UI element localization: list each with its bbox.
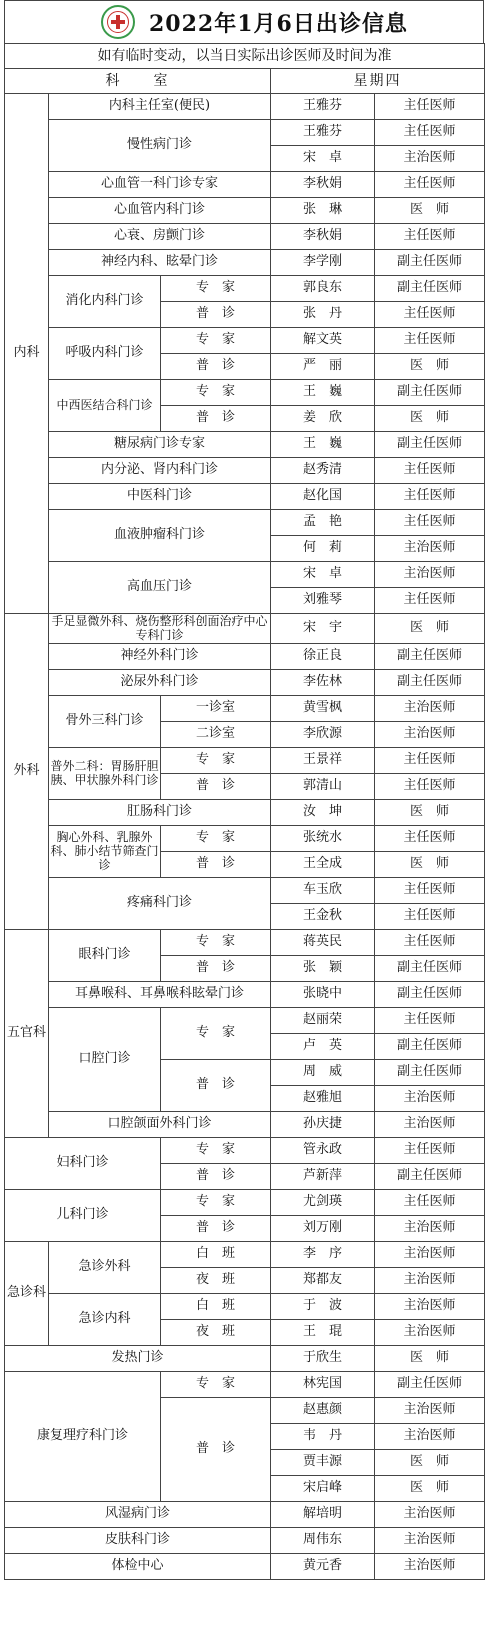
dept-name: 体检中心 <box>5 1553 271 1579</box>
doctor-title: 主治医师 <box>375 1215 485 1241</box>
dept-name: 康复理疗科门诊 <box>5 1371 161 1501</box>
sub-type: 夜 班 <box>161 1267 271 1293</box>
doctor-name: 宋 卓 <box>271 562 375 588</box>
doctor-name: 宋 宇 <box>271 614 375 644</box>
dept-name: 眼科门诊 <box>49 929 161 981</box>
doctor-title: 主治医师 <box>375 1423 485 1449</box>
doctor-name: 李欣源 <box>271 721 375 747</box>
doctor-name: 王景祥 <box>271 747 375 773</box>
column-header-day: 星期四 <box>271 69 485 94</box>
doctor-title: 主治医师 <box>375 1397 485 1423</box>
doctor-name: 赵秀清 <box>271 458 375 484</box>
doctor-title: 主任医师 <box>375 510 485 536</box>
doctor-title: 副主任医师 <box>375 276 485 302</box>
doctor-title: 主任医师 <box>375 484 485 510</box>
doctor-name: 刘雅琴 <box>271 588 375 614</box>
dept-name: 疼痛科门诊 <box>49 877 271 929</box>
sub-type: 专 家 <box>161 276 271 302</box>
doctor-title: 主治医师 <box>375 1527 485 1553</box>
doctor-title: 主任医师 <box>375 224 485 250</box>
doctor-name: 赵丽荣 <box>271 1007 375 1033</box>
dept-name: 心血管一科门诊专家 <box>49 172 271 198</box>
doctor-name: 王 巍 <box>271 432 375 458</box>
sub-type: 专 家 <box>161 747 271 773</box>
sub-type: 专 家 <box>161 1189 271 1215</box>
dept-name: 高血压门诊 <box>49 562 271 614</box>
hospital-logo-icon <box>101 5 135 39</box>
doctor-title: 主任医师 <box>375 458 485 484</box>
doctor-title: 主任医师 <box>375 747 485 773</box>
doctor-title: 副主任医师 <box>375 643 485 669</box>
doctor-name: 王金秋 <box>271 903 375 929</box>
dept-name: 呼吸内科门诊 <box>49 328 161 380</box>
doctor-title: 医 师 <box>375 1475 485 1501</box>
doctor-name: 芦新萍 <box>271 1163 375 1189</box>
doctor-name: 贾丰源 <box>271 1449 375 1475</box>
doctor-name: 张 丹 <box>271 302 375 328</box>
doctor-name: 林宪国 <box>271 1371 375 1397</box>
doctor-title: 主治医师 <box>375 721 485 747</box>
doctor-title: 医 师 <box>375 1345 485 1371</box>
doctor-name: 张 颖 <box>271 955 375 981</box>
doctor-title: 主任医师 <box>375 588 485 614</box>
doctor-name: 黄雪枫 <box>271 695 375 721</box>
doctor-title: 主任医师 <box>375 903 485 929</box>
sub-type: 普 诊 <box>161 773 271 799</box>
dept-name: 心血管内科门诊 <box>49 198 271 224</box>
doctor-title: 副主任医师 <box>375 981 485 1007</box>
sub-type: 普 诊 <box>161 354 271 380</box>
doctor-title: 主任医师 <box>375 172 485 198</box>
sub-type: 专 家 <box>161 328 271 354</box>
doctor-name: 赵雅旭 <box>271 1085 375 1111</box>
schedule-sheet <box>4 0 484 1580</box>
doctor-title: 医 师 <box>375 354 485 380</box>
doctor-title: 副主任医师 <box>375 1163 485 1189</box>
doctor-title: 主治医师 <box>375 146 485 172</box>
doctor-name: 李 序 <box>271 1241 375 1267</box>
doctor-title: 主任医师 <box>375 302 485 328</box>
doctor-name: 王 巍 <box>271 380 375 406</box>
doctor-title: 主治医师 <box>375 1553 485 1579</box>
doctor-name: 蒋英民 <box>271 929 375 955</box>
doctor-title: 主治医师 <box>375 1501 485 1527</box>
doctor-name: 卢 英 <box>271 1033 375 1059</box>
doctor-title: 主治医师 <box>375 562 485 588</box>
sub-type: 专 家 <box>161 929 271 955</box>
sub-type: 白 班 <box>161 1293 271 1319</box>
doctor-name: 黄元香 <box>271 1553 375 1579</box>
header <box>4 0 484 43</box>
dept-name: 泌尿外科门诊 <box>49 669 271 695</box>
doctor-title: 主治医师 <box>375 695 485 721</box>
sub-type: 普 诊 <box>161 302 271 328</box>
doctor-name: 张晓中 <box>271 981 375 1007</box>
sub-type: 普 诊 <box>161 1215 271 1241</box>
dept-name: 血液肿瘤科门诊 <box>49 510 271 562</box>
dept-name: 耳鼻喉科、耳鼻喉科眩晕门诊 <box>49 981 271 1007</box>
sub-type: 白 班 <box>161 1241 271 1267</box>
dept-name: 急诊内科 <box>49 1293 161 1345</box>
doctor-name: 张 琳 <box>271 198 375 224</box>
doctor-title: 主治医师 <box>375 1241 485 1267</box>
dept-name: 肛肠科门诊 <box>49 799 271 825</box>
dept-name: 儿科门诊 <box>5 1189 161 1241</box>
doctor-name: 赵惠颜 <box>271 1397 375 1423</box>
sub-type: 专 家 <box>161 1007 271 1059</box>
doctor-name: 于欣生 <box>271 1345 375 1371</box>
doctor-name: 姜 欣 <box>271 406 375 432</box>
sub-type: 一诊室 <box>161 695 271 721</box>
dept-name: 糖尿病门诊专家 <box>49 432 271 458</box>
sub-type: 专 家 <box>161 1371 271 1397</box>
page-title: 2022年1月6日出诊信息 <box>149 11 408 37</box>
doctor-title: 主任医师 <box>375 1137 485 1163</box>
doctor-title: 主任医师 <box>375 120 485 146</box>
doctor-name: 刘万刚 <box>271 1215 375 1241</box>
dept-name: 神经外科门诊 <box>49 643 271 669</box>
notice-text: 如有临时变动，以当日实际出诊医师及时间为准 <box>5 44 485 69</box>
doctor-title: 主任医师 <box>375 328 485 354</box>
column-header-dept: 科 室 <box>5 69 271 94</box>
doctor-title: 主治医师 <box>375 1319 485 1345</box>
doctor-name: 管永政 <box>271 1137 375 1163</box>
doctor-title: 医 师 <box>375 851 485 877</box>
doctor-title: 医 师 <box>375 799 485 825</box>
doctor-name: 解文英 <box>271 328 375 354</box>
doctor-title: 副主任医师 <box>375 250 485 276</box>
doctor-name: 于 波 <box>271 1293 375 1319</box>
doctor-name: 尤剑瑛 <box>271 1189 375 1215</box>
sub-type: 普 诊 <box>161 1059 271 1111</box>
doctor-title: 主治医师 <box>375 1267 485 1293</box>
sub-type: 专 家 <box>161 1137 271 1163</box>
doctor-title: 医 师 <box>375 614 485 644</box>
dept-name: 口腔门诊 <box>49 1007 161 1111</box>
doctor-name: 孟 艳 <box>271 510 375 536</box>
dept-name: 皮肤科门诊 <box>5 1527 271 1553</box>
doctor-title: 副主任医师 <box>375 1033 485 1059</box>
doctor-title: 副主任医师 <box>375 432 485 458</box>
doctor-name: 李佐林 <box>271 669 375 695</box>
dept-name: 风湿病门诊 <box>5 1501 271 1527</box>
group-label: 急诊科 <box>5 1241 49 1345</box>
dept-name: 慢性病门诊 <box>49 120 271 172</box>
dept-name: 普外二科：胃肠肝胆胰、甲状腺外科门诊 <box>49 747 161 799</box>
doctor-name: 郭清山 <box>271 773 375 799</box>
doctor-title: 主治医师 <box>375 536 485 562</box>
doctor-title: 主任医师 <box>375 94 485 120</box>
doctor-title: 主任医师 <box>375 1189 485 1215</box>
doctor-name: 汝 坤 <box>271 799 375 825</box>
dept-name: 中医科门诊 <box>49 484 271 510</box>
doctor-title: 医 师 <box>375 406 485 432</box>
sub-type: 专 家 <box>161 825 271 851</box>
doctor-name: 宋 卓 <box>271 146 375 172</box>
sub-type: 二诊室 <box>161 721 271 747</box>
dept-name: 内分泌、肾内科门诊 <box>49 458 271 484</box>
doctor-title: 主任医师 <box>375 877 485 903</box>
doctor-name: 解培明 <box>271 1501 375 1527</box>
dept-name: 发热门诊 <box>5 1345 271 1371</box>
doctor-title: 主治医师 <box>375 1111 485 1137</box>
doctor-title: 主治医师 <box>375 1293 485 1319</box>
sub-type: 普 诊 <box>161 1163 271 1189</box>
dept-name: 心衰、房颤门诊 <box>49 224 271 250</box>
doctor-title: 主任医师 <box>375 1007 485 1033</box>
doctor-name: 赵化国 <box>271 484 375 510</box>
doctor-name: 王 琨 <box>271 1319 375 1345</box>
doctor-name: 张统水 <box>271 825 375 851</box>
dept-name: 妇科门诊 <box>5 1137 161 1189</box>
doctor-name: 郑都友 <box>271 1267 375 1293</box>
dept-name: 消化内科门诊 <box>49 276 161 328</box>
group-label: 外科 <box>5 614 49 930</box>
doctor-name: 宋启峰 <box>271 1475 375 1501</box>
doctor-name: 郭良东 <box>271 276 375 302</box>
doctor-title: 主任医师 <box>375 773 485 799</box>
dept-name: 胸心外科、乳腺外科、肺小结节筛查门诊 <box>49 825 161 877</box>
doctor-name: 李秋娟 <box>271 224 375 250</box>
dept-name: 神经内科、眩晕门诊 <box>49 250 271 276</box>
doctor-name: 韦 丹 <box>271 1423 375 1449</box>
dept-name: 手足显微外科、烧伤整形科创面治疗中心专科门诊 <box>49 614 271 644</box>
sub-type: 普 诊 <box>161 955 271 981</box>
sub-type: 普 诊 <box>161 851 271 877</box>
doctor-title: 副主任医师 <box>375 955 485 981</box>
sub-type: 普 诊 <box>161 406 271 432</box>
dept-name: 内科主任室(便民) <box>49 94 271 120</box>
doctor-title: 主任医师 <box>375 825 485 851</box>
doctor-title: 医 师 <box>375 1449 485 1475</box>
sub-type: 夜 班 <box>161 1319 271 1345</box>
doctor-name: 王全成 <box>271 851 375 877</box>
doctor-name: 车玉欣 <box>271 877 375 903</box>
doctor-title: 医 师 <box>375 198 485 224</box>
doctor-title: 主任医师 <box>375 929 485 955</box>
doctor-title: 主治医师 <box>375 1085 485 1111</box>
dept-name: 中西医结合科门诊 <box>49 380 161 432</box>
sub-type: 专 家 <box>161 380 271 406</box>
doctor-name: 王雅芬 <box>271 120 375 146</box>
doctor-name: 李秋娟 <box>271 172 375 198</box>
dept-name: 骨外三科门诊 <box>49 695 161 747</box>
doctor-name: 何 莉 <box>271 536 375 562</box>
group-label: 五官科 <box>5 929 49 1137</box>
doctor-name: 严 丽 <box>271 354 375 380</box>
dept-name: 口腔颌面外科门诊 <box>49 1111 271 1137</box>
doctor-name: 孙庆捷 <box>271 1111 375 1137</box>
doctor-name: 周伟东 <box>271 1527 375 1553</box>
group-label: 内科 <box>5 94 49 614</box>
schedule-table <box>4 43 485 1580</box>
dept-name: 急诊外科 <box>49 1241 161 1293</box>
doctor-name: 王雅芬 <box>271 94 375 120</box>
doctor-title: 副主任医师 <box>375 1059 485 1085</box>
doctor-title: 副主任医师 <box>375 669 485 695</box>
doctor-name: 徐正良 <box>271 643 375 669</box>
doctor-name: 李学刚 <box>271 250 375 276</box>
doctor-title: 副主任医师 <box>375 1371 485 1397</box>
sub-type: 普 诊 <box>161 1397 271 1501</box>
doctor-title: 副主任医师 <box>375 380 485 406</box>
doctor-name: 周 威 <box>271 1059 375 1085</box>
